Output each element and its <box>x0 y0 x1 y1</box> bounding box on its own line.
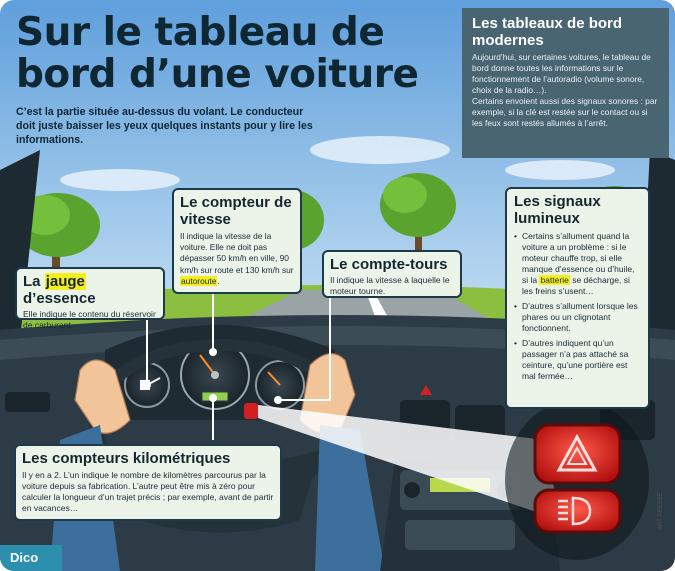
odometer-text: Il y en a 2. L’un indique le nombre de kilomètres parcourus par la voiture depuis sa fabrication. L’autre peut être mis à zéro pour calculer la longueur d’un trajet précis ; par exemple, avant de partir en vacances… <box>22 470 274 513</box>
headlight-button <box>535 490 620 532</box>
speedometer-text: Il indique la vitesse de la voiture. Elle ne doit pas dépasser 50 km/h en ville, 90 km/h sur route et 130 km/h sur <box>180 231 294 275</box>
fuel-gauge-text: Elle indique le contenu du réservoir de carburant. <box>23 309 156 330</box>
side-panel-title: Les tableaux de bord modernes <box>472 15 623 49</box>
tachometer-title: Le compte-tours <box>330 256 448 273</box>
fuel-gauge-title: La jauge d’essence <box>23 273 96 307</box>
dico-logo: Dico <box>0 545 62 571</box>
tachometer-box <box>322 250 462 298</box>
intro-text: C’est la partie située au-dessus du volant. Le conducteur doit juste baisser les yeux quelques instants pour y lire les informations. <box>16 106 313 146</box>
speedometer-box: Le compteur de vitesse Il indique la vitesse de la voiture. Elle ne doit pas dépasser 50 km/h en ville, 90 km/h sur route et 130 km/h sur autoroute. <box>172 188 302 294</box>
side-panel-text-2: Certains envoient aussi des signaux sonores : par exemple, si la clé est restée sur le contact ou si les feux sont restés allumés à l’arrêt. <box>472 96 658 128</box>
hazard-button <box>535 425 620 483</box>
page-title: Sur le tableau de bord d’une voiture <box>16 10 419 97</box>
warning-lights-list <box>514 231 641 382</box>
warning-lights-box <box>505 187 650 409</box>
highlight-autoroute: autoroute <box>181 275 217 286</box>
credit-text: ART PRESSE <box>658 492 664 530</box>
odometer-title: Les compteurs kilométriques <box>22 450 231 467</box>
fuel-gauge-box <box>15 267 165 330</box>
tachometer-text: Il indique la vitesse à laquelle le moteur tourne. <box>330 275 450 296</box>
list-item: • D’autres indiquent qu’un passager n’a pas attaché sa ceinture, qu’une portière est mal fermée… <box>514 338 641 382</box>
list-item: • Certains s’allument quand la voiture a un problème : si le moteur chauffe trop, si elle manque d’essence ou d’huile, si la batterie se décharge, si les freins s’usent… <box>514 231 641 297</box>
zoomed-buttons <box>505 400 649 560</box>
warning-lights-small <box>244 403 258 419</box>
warning-lights-title: Les signaux lumineux <box>514 193 601 227</box>
highlight-batterie: batterie <box>540 275 569 285</box>
highlight-jauge: jauge <box>45 273 85 290</box>
list-item: • D’autres s’allument lorsque les phares ou un clignotant fonctionnent. <box>514 301 641 334</box>
odometer-box <box>14 444 282 521</box>
side-panel-text-1: Aujourd’hui, sur certaines voitures, le tableau de bord donne toutes les informations sur le fonctionnement de l’autoradio (volume sonore, choix de la radio…). <box>472 52 651 95</box>
speedometer-title: Le compteur de vitesse <box>180 194 292 228</box>
modern-dashboards-panel <box>462 8 669 158</box>
